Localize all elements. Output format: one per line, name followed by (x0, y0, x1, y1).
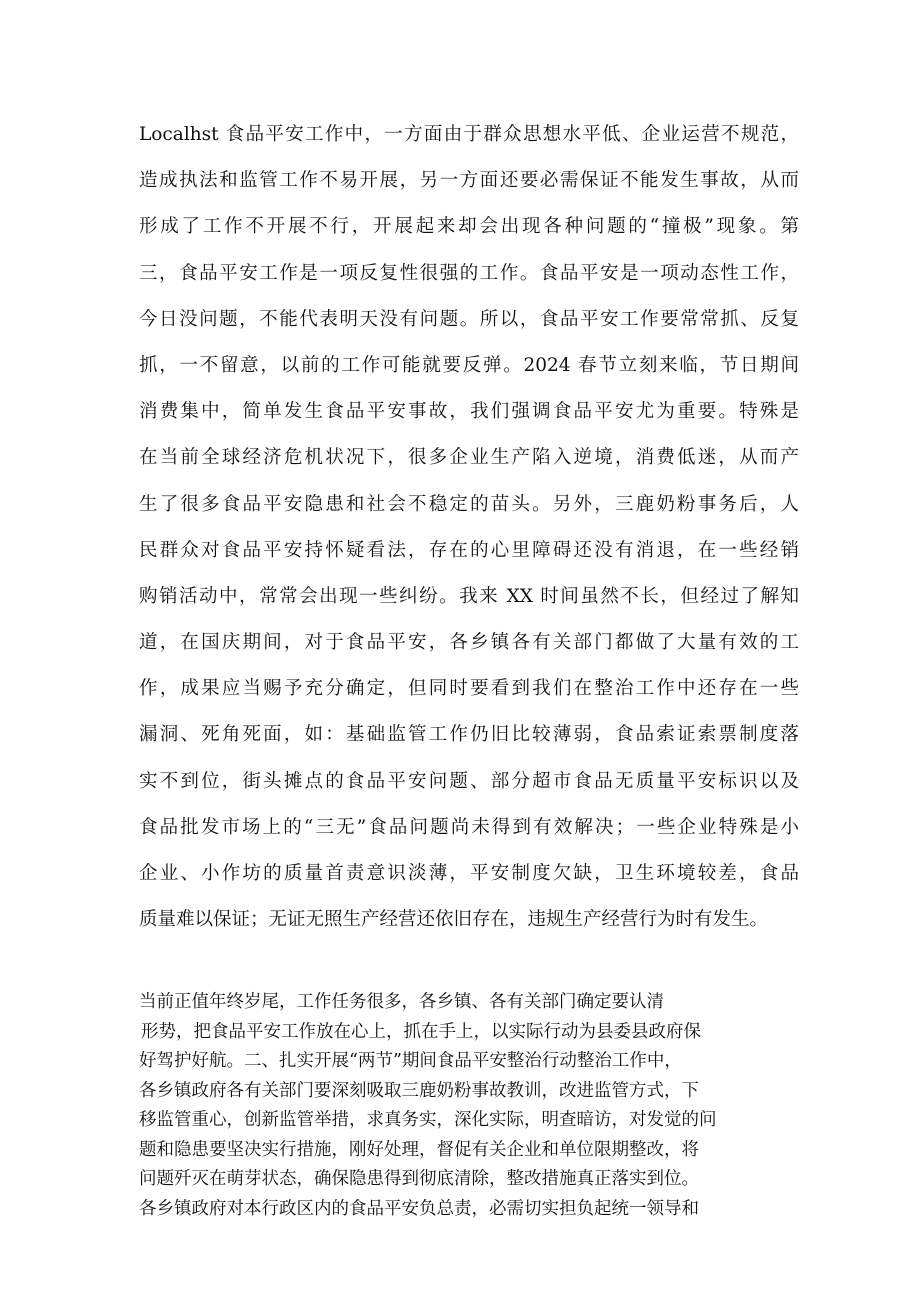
text-line: 作，成果应当赐予充分确定，但同时要看到我们在整治工作中还存在一些 (139, 678, 799, 700)
text-line: 消费集中，简单发生食品平安事故，我们强调食品平安尤为重要。特殊是 (139, 401, 799, 423)
text-line: 形成了工作不开展不行，开展起来却会出现各种问题的“撞极”现象。第 (139, 216, 799, 238)
text-line: 移监管重心，创新监管举措，求真务实，深化实际，明查暗访，对发觉的问 (139, 1110, 717, 1130)
text-line: 民群众对食品平安持怀疑看法，存在的心里障碍还没有消退，在一些经销 (139, 539, 799, 561)
text-line: 题和隐患要坚决实行措施，刚好处理，督促有关企业和单位限期整改，将 (139, 1139, 699, 1160)
text-line: 生了很多食品平安隐患和社会不稳定的苗头。另外，三鹿奶粉事务后，人 (139, 493, 799, 515)
text-line: 今日没问题，不能代表明天没有问题。所以，食品平安工作要常常抓、反复 (139, 308, 799, 330)
text-line: 道，在国庆期间，对于食品平安，各乡镇各有关部门都做了大量有效的工 (139, 632, 799, 654)
paragraph-continued (139, 988, 799, 1224)
text-line: 质量难以保证；无证无照生产经营还依旧存在，违规生产经营行为时有发生。 (139, 909, 769, 931)
text-line: 好驾护好航。二、扎实开展“两节”期间食品平安整治行动整治工作中， (139, 1051, 682, 1071)
text-line: Localhst 食品平安工作中，一方面由于群众思想水平低、企业运营不规范， (139, 124, 799, 145)
paragraph-main (139, 112, 799, 943)
text-line: 问题歼灭在萌芽状态，确保隐患得到彻底清除，整改措施真正落实到位。 (139, 1169, 699, 1189)
text-line: 形势，把食品平安工作放在心上，抓在手上，以实际行动为县委县政府保 (141, 1021, 701, 1042)
text-line: 抓，一不留意，以前的工作可能就要反弹。2024 春节立刻来临，节日期间 (139, 354, 799, 376)
text-line: 造成执法和监管工作不易开展，另一方面还要必需保证不能发生事故，从而 (139, 170, 799, 192)
text-line: 食品批发市场上的“三无”食品问题尚未得到有效解决；一些企业特殊是小 (139, 816, 799, 838)
text-line: 各乡镇政府对本行政区内的食品平安负总责，必需切实担负起统一领导和 (139, 1198, 699, 1219)
text-line: 企业、小作坊的质量首责意识淡薄，平安制度欠缺，卫生环境较差，食品 (139, 863, 799, 884)
text-line: 漏洞、死角死面，如：基础监管工作仍旧比较薄弱，食品索证索票制度落 (139, 724, 799, 746)
text-line: 三，食品平安工作是一项反复性很强的工作。食品平安是一项动态性工作， (139, 262, 799, 284)
text-line: 在当前全球经济危机状况下，很多企业生产陷入逆境，消费低迷，从而产 (139, 447, 799, 469)
text-line: 各乡镇政府各有关部门要深刻吸取三鹿奶粉事故教训，改进监管方式，下 (139, 1080, 699, 1101)
text-line: 购销活动中，常常会出现一些纠纷。我来 XX 时间虽然不长，但经过了解知 (139, 585, 799, 607)
text-line: 实不到位，街头摊点的食品平安问题、部分超市食品无质量平安标识以及 (139, 770, 799, 792)
text-line: 当前正值年终岁尾，工作任务很多，各乡镇、各有关部门确定要认清 (139, 992, 664, 1012)
